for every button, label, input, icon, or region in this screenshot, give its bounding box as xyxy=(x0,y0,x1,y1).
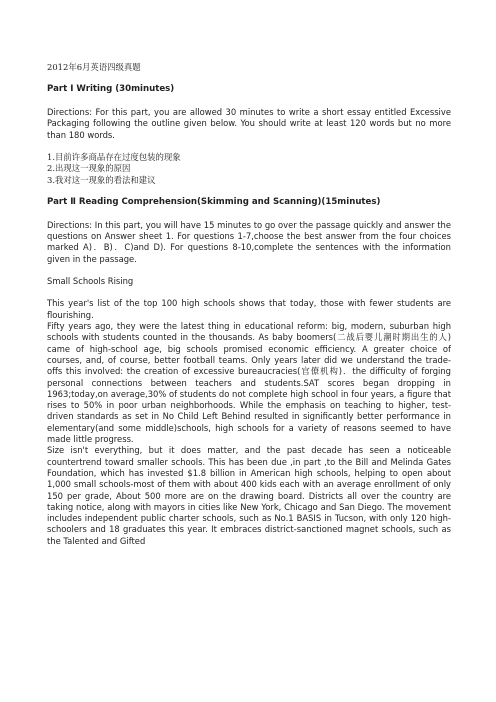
part1-directions: Directions: For this part, you are allowed 30 minutes to write a short essay entitled Excessive Packaging following the outline given below. You should write at least 120 words but no more than 180 words. xyxy=(47,106,451,140)
document-page xyxy=(47,62,451,547)
part2-heading: Part Ⅱ Reading Comprehension(Skimming and Scanning)(15minutes) xyxy=(47,197,381,208)
outline-item: 3.我对这一现象的看法和建议 xyxy=(47,174,156,185)
part1-heading: Part Ⅰ Writing (30minutes) xyxy=(47,84,175,95)
outline-item: 1.目前许多商品存在过度包装的现象 xyxy=(47,152,181,163)
passage-paragraph: Size isn't everything, but it does matter, and the past decade has seen a noticeable countertrend toward smaller schools. This has been due ,in part ,to the Bill and Melinda Gates Foundation, which has invested $1.8 billion in American high schools, helping to open about 1,000 small schools-most of them with about 400 kids each with an average enrollment of only 150 per grade, About 500 more are on the drawing board. Districts all over the country are taking notice, along with mayors in cities like New York, Chicago and San Diego. The movement includes independent public charter schools, such as No.1 BASIS in Tucson, with only 120 high-schoolers and 18 graduates this year. It embraces district-sanctioned magnet schools, such as the Talented and Gifted xyxy=(47,445,451,546)
outline-item: 2.出现这一现象的原因 xyxy=(47,163,131,174)
passage-title: Small Schools Rising xyxy=(47,275,134,286)
document-title: 2012年6月英语四级真题 xyxy=(47,62,141,72)
writing-outline xyxy=(47,152,451,186)
passage-paragraph: Fifty years ago, they were the latest thing in educational reform: big, modern, suburban high schools with students counted in the thousands. As baby boomers(二战后婴儿潮时期出生的人) came of high-school age, big schools promised economic efficiency. A greater choice of courses, and, of course, better football teams. Only years later did we understand the trade-offs this involved: the creation of excessive bureaucracies(官僚机构)．the difficulty of forging personal connections between teachers and students.SAT scores began dropping in 1963;today,on average,30% of students do not complete high school in four years, a figure that rises to 50% in poor urban neighborhoods. While the emphasis on teaching to higher, test-driven standards as set in No Child Left Behind resulted in significantly better performance in elementary(and some middle)schools, high schools for a variety of reasons seemed to have made little progress. xyxy=(47,321,451,445)
passage-paragraph: This year's list of the top 100 high schools shows that today, those with fewer students are flourishing. xyxy=(47,298,451,320)
part2-directions: Directions: In this part, you will have 15 minutes to go over the passage quickly and answer the questions on Answer sheet 1. For questions 1-7,choose the best answer from the four choices marked A)．B)．C)and D). For questions 8-10,complete the sentences with the information given in the passage. xyxy=(47,219,451,264)
